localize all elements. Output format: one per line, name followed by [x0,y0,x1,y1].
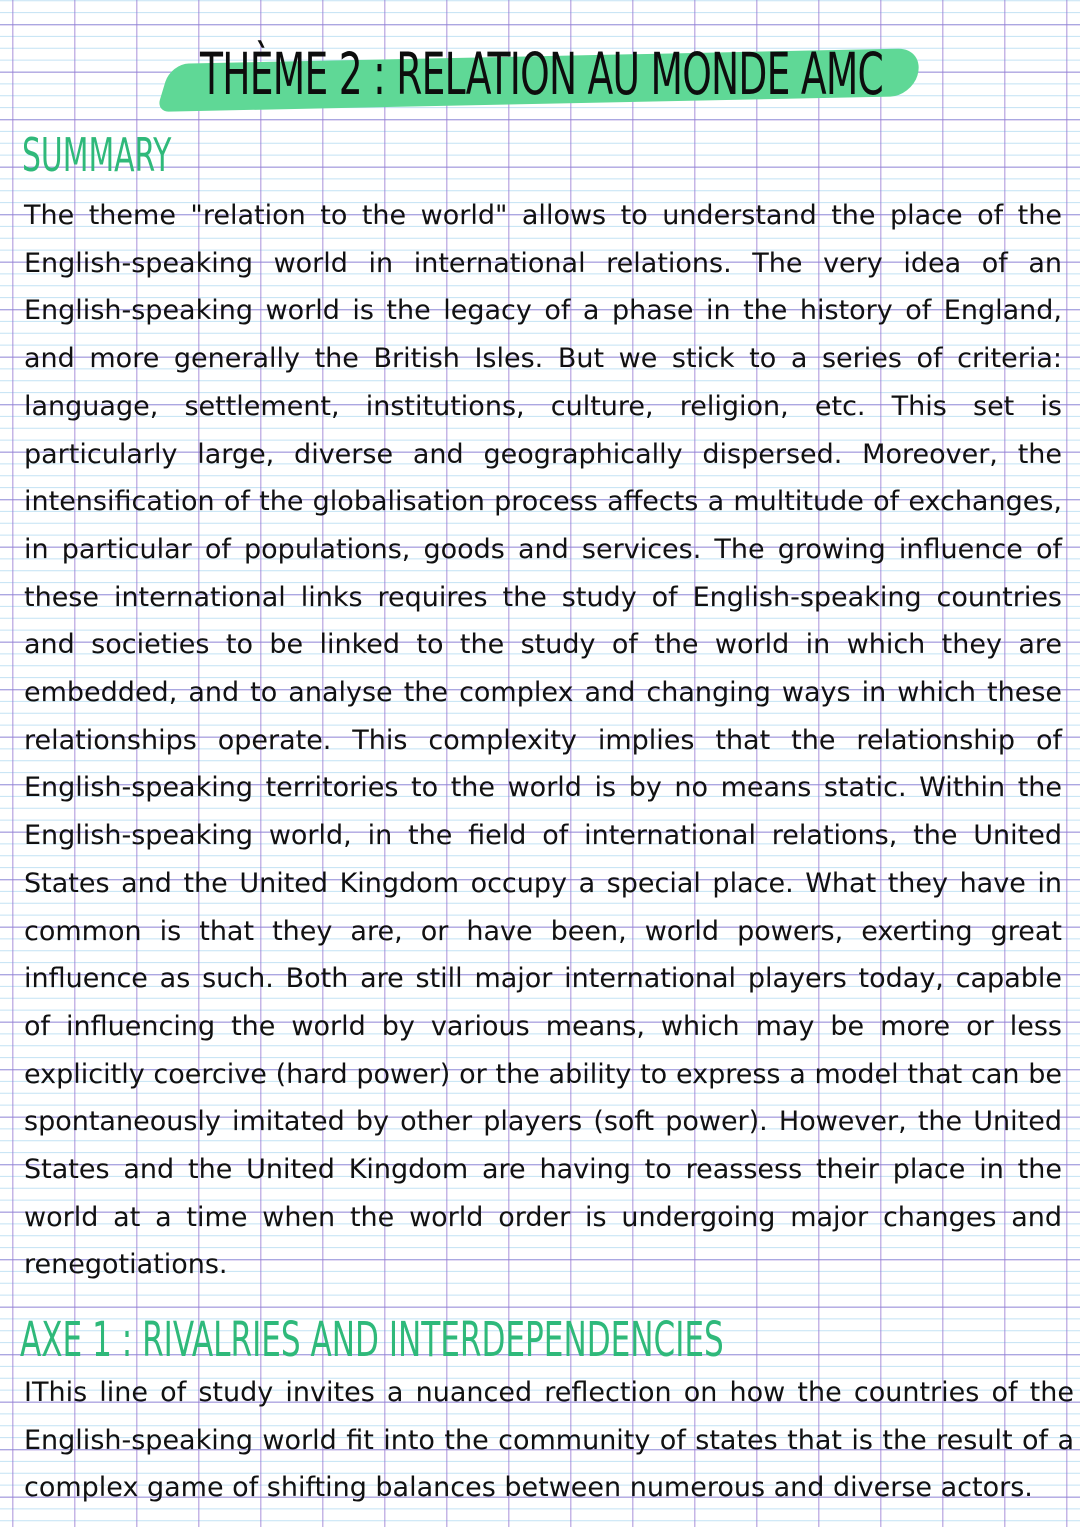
axe1-paragraph: IThis line of study invites a nuanced reflection on how the countries of the English-speaking world fit into the community of states that is the result of a complex game of shifting balances between numerous and diverse actors. [24,1377,1074,1504]
page-title: THÈME 2 : RELATION AU MONDE AMC [200,40,884,108]
summary-paragraph: The theme "relation to the world" allows to understand the place of the English-speaking world in international relations. The very idea of an English-speaking world is the legacy of a phase in the history of England, and more generally the British Isles. But we stick to a series of criteria: language, settlement, institutions, culture, religion, etc. This set is particularly large, diverse and geographically dispersed. Moreover, the intensification of the globalisation process affects a multitude of exchanges, in particular of populations, goods and services. The growing influence of these international links requires the study of English-speaking countries and societies to be linked to the study of the world in which they are embedded, and to analyse the complex and changing ways in which these relationships operate. This complexity implies that the relationship of English-speaking territories to the world is by no means static. Within the English-speaking world, in the field of international relations, the United States and the United Kingdom occupy a special place. What they have in common is that they are, or have been, world powers, exerting great influence as such. Both are still major international players today, capable of influencing the world by various means, which may be more or less explicitly coercive (hard power) or the ability to express a model that can be spontaneously imitated by other players (soft power). However, the United States and the United Kingdom are having to reassess their place in the world at a time when the world order is undergoing major changes and renegotiations. [24,200,1062,1281]
title-block [160,34,920,116]
axe1-heading: AXE 1 : RIVALRIES AND INTERDEPENDENCIES [20,1312,724,1368]
summary-heading: SUMMARY [22,128,172,182]
